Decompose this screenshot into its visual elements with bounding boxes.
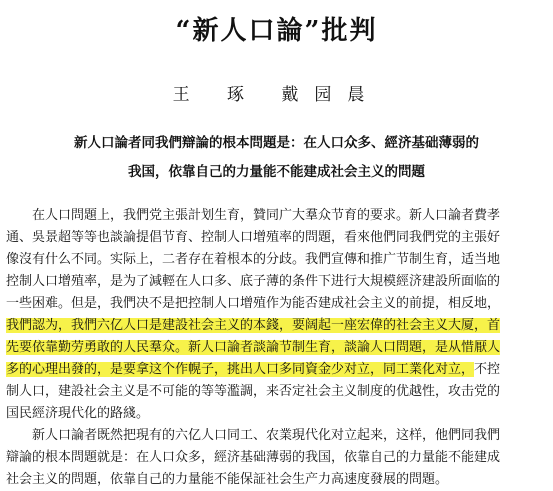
body-line xyxy=(6,337,546,359)
subheading-line-1: 新人口論者同我們辯論的根本問題是：在人口众多、經济基础薄弱的 xyxy=(74,135,479,151)
highlighted-text: 我們認为，我們六亿人口是建設社会主义的本錢，要阔起一座宏偉的社会主义大厦，首 xyxy=(6,318,501,333)
body-line xyxy=(6,205,546,227)
article-authors: 王 琢 戴园晨 xyxy=(172,85,381,105)
text-segment: 国民經济現代化的路綫。 xyxy=(6,406,150,421)
subheading-line-2: 我国，依靠自己的力量能不能建成社会主义的問題 xyxy=(128,164,425,180)
body-line xyxy=(6,227,546,249)
text-segment: 制人口，建設社会主义是不可能的等等濫調，来否定社会主义制度的优越性，攻击党的 xyxy=(6,384,501,399)
article-title: “新人口論”批判 xyxy=(175,16,378,46)
text-segment: 社会主义的問題，依靠自己的力量能不能保証社会生产力高速度發展的問題。 xyxy=(6,472,449,487)
body-line xyxy=(6,271,546,293)
body-line xyxy=(6,249,546,271)
body-line xyxy=(6,381,546,403)
body-line xyxy=(6,293,546,315)
text-segment: 辯論的根本問題就是：在人口众多，經济基础薄弱的我国，依靠自己的力量能不能建成 xyxy=(6,450,501,465)
body-line xyxy=(6,469,546,491)
highlighted-text: 先要依靠勤劳勇敢的人民羣众。新人口論者談論节制生育，談論人口問題，是从惜厭人 xyxy=(6,340,501,355)
text-segment: 像沒有什么不同。实际上，二者存在着根本的分歧。我們宣傳和推广节制生育，适当地 xyxy=(6,252,501,267)
text-segment: 一些困难。但是，我們决不是把控制人口增殖作为能否建成社会主义的前提，相反地， xyxy=(6,296,501,311)
body-line xyxy=(6,315,546,337)
text-segment: 不控 xyxy=(474,362,501,377)
body-line xyxy=(6,425,546,447)
text-segment: 控制人口增殖率，是为了減輕在人口多、底子薄的条件下进行大規模經济建設所面临的 xyxy=(6,274,501,289)
article-body xyxy=(6,205,546,491)
highlighted-text: 多的心理出發的，是要拿这个作幌子，挑出人口多同資金少对立，同工業化对立， xyxy=(6,362,475,377)
body-line xyxy=(6,359,546,381)
body-line xyxy=(6,403,546,425)
text-segment: 新人口論者既然把現有的六亿人口同工、农業現代化对立起来，这样，他們同我們 xyxy=(32,428,501,443)
text-segment: 在人口問題上，我們党主張計划生育，贊同广大羣众节育的要求。新人口論者費孝 xyxy=(32,208,501,223)
body-line xyxy=(6,447,546,469)
text-segment: 通、吳景超等等也談論提倡节育、控制人口增殖率的問題，看來他們同我們党的主張好 xyxy=(6,230,501,245)
